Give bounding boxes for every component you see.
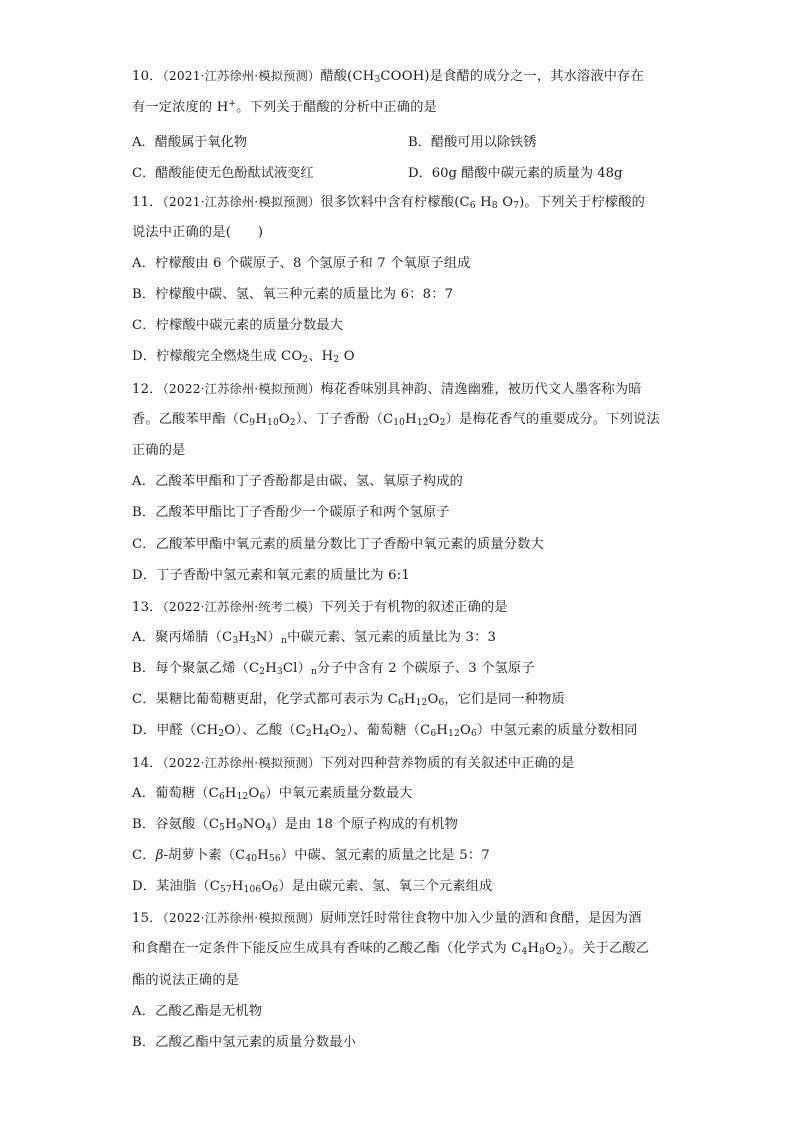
subscript: 10 xyxy=(267,418,279,428)
q14-option-a-text: O xyxy=(248,786,260,801)
superscript: + xyxy=(228,99,237,109)
q13-option-d-text: ）、葡萄糖（C xyxy=(346,723,431,738)
subscript: 12 xyxy=(415,698,428,708)
q10-stem-line-1 xyxy=(132,68,644,85)
subscript: 2 xyxy=(289,418,296,428)
q13-option-a-text: A．聚丙烯腈（C xyxy=(132,630,233,645)
subscript: 2 xyxy=(259,667,266,677)
subscript: 2 xyxy=(340,729,347,739)
q13-option-a-text: N） xyxy=(255,630,282,645)
q14-option-b-text: ）是由 18 个原子构成的有机物 xyxy=(271,817,459,832)
subscript: 8 xyxy=(539,947,546,957)
q14-option-b-text: H xyxy=(225,817,237,832)
q13-option-b-text: H xyxy=(265,661,277,676)
subscript: 8 xyxy=(491,201,498,211)
q11-stem-text: O xyxy=(497,195,514,210)
q12-option-a: A．乙酸苯甲酯和丁子香酚都是由碳、氢、氧原子构成的 xyxy=(132,474,464,489)
q14-stem-text: 下列对四种营养物质的有关叙述中正确的是 xyxy=(320,756,575,771)
subscript: 12 xyxy=(236,792,249,802)
subscript: 12 xyxy=(416,418,429,428)
subscript: 12 xyxy=(448,729,460,739)
q14-option-c-text: C． xyxy=(132,848,156,863)
q14-option-d-text: O xyxy=(261,879,273,894)
subscript: 9 xyxy=(249,418,256,428)
q13-option-d-text: O xyxy=(459,723,471,738)
q11-number: 11． xyxy=(132,195,163,210)
subscript: 40 xyxy=(245,854,258,864)
q13-option-b-text: Cl） xyxy=(282,661,311,676)
q13-option-d-text: O）、乙酸（C xyxy=(224,723,306,738)
q11-option-b: B．柠檬酸中碳、氢、氧三种元素的质量比为 6：8：7 xyxy=(132,287,454,302)
q12-stem-line-2 xyxy=(132,412,660,428)
q11-stem-text: H xyxy=(475,195,492,210)
subscript: 2 xyxy=(439,418,446,428)
q13-option-c xyxy=(132,692,565,708)
q13-option-a xyxy=(132,630,496,646)
q12-stem-line-3: 正确的是 xyxy=(132,443,186,458)
q10-source: （2021·江苏徐州·模拟预测） xyxy=(162,69,321,83)
q12-option-c: C．乙酸苯甲酯中氧元素的质量分数比丁子香酚中氧元素的质量分数大 xyxy=(132,537,544,552)
subscript: 57 xyxy=(220,885,232,895)
q13-option-b xyxy=(132,661,535,677)
q13-option-d xyxy=(132,723,638,739)
q14-option-c-text: ）中碳、氢元素的质量之比是 5：7 xyxy=(280,848,490,863)
q10-stem-text: 醋酸(CH xyxy=(320,69,375,84)
q14-option-d-text: ）是由碳元素、氢、氧三个元素组成 xyxy=(278,879,493,894)
q14-option-d-text: H xyxy=(231,879,244,894)
q10-stem-text: 有一定浓度的 H xyxy=(132,100,229,115)
subscript: 6 xyxy=(218,792,225,802)
q12-number: 12． xyxy=(132,382,163,397)
q10-option-d: D．60g 醋酸中碳元素的质量为 48g xyxy=(408,166,623,181)
q10-option-c: C．醋酸能使无色酚酞试液变红 xyxy=(132,166,314,181)
subscript: 4 xyxy=(521,947,528,957)
q15-option-b: B．乙酸乙酯中氢元素的质量分数最小 xyxy=(132,1035,357,1050)
q11-stem-text: 很多饮料中含有柠檬酸(C xyxy=(320,195,470,210)
q11-stem-line-2: 说法中正确的是( ) xyxy=(132,225,264,240)
q11-stem-line-1 xyxy=(132,194,645,211)
subscript: 3 xyxy=(249,636,256,646)
subscript: n xyxy=(310,667,317,677)
subscript: 10 xyxy=(393,418,406,428)
q11-option-c: C．柠檬酸中碳元素的质量分数最大 xyxy=(132,318,344,333)
subscript: 6 xyxy=(272,885,279,895)
q12-stem-text: ）、丁子香酚（C xyxy=(295,412,394,427)
q14-option-a-text: A．葡萄糖（C xyxy=(132,786,219,801)
beta-symbol: β xyxy=(155,848,164,863)
q12-stem-text: H xyxy=(405,412,417,427)
q14-option-a-text: ）中氧元素质量分数最大 xyxy=(265,786,413,801)
q14-option-b-text: NO xyxy=(242,817,266,832)
subscript: 6 xyxy=(430,729,437,739)
subscript: 6 xyxy=(438,698,445,708)
subscript: 2 xyxy=(305,729,312,739)
q14-option-d xyxy=(132,879,493,895)
q12-stem-text: ）是梅花香气的重要成分。下列说法 xyxy=(445,412,660,427)
q11-stem-text: )。下列关于柠檬酸的 xyxy=(519,195,645,210)
q14-option-b xyxy=(132,817,458,833)
q13-option-b-text: 分子中含有 2 个碳原子、3 个氢原子 xyxy=(316,661,535,676)
subscript: 4 xyxy=(265,823,272,833)
q10-stem-text: COOH)是食醋的成分之一，其水溶液中存在 xyxy=(380,69,644,84)
q13-option-c-text: O xyxy=(427,692,439,707)
q12-option-b: B．乙酸苯甲酯比丁子香酚少一个碳原子和两个氢原子 xyxy=(132,505,450,520)
q15-source: （2022·江苏徐州·模拟预测） xyxy=(162,911,321,925)
q11-option-a: A．柠檬酸由 6 个碳原子、8 个氢原子和 7 个氧原子组成 xyxy=(132,256,471,271)
q12-stem-text: 梅花香味别具神韵、清逸幽雅，被历代文人墨客称为暗 xyxy=(320,382,642,397)
q10-option-b: B．醋酸可用以除铁锈 xyxy=(408,135,537,150)
subscript: 106 xyxy=(243,885,262,895)
q15-option-a: A．乙酸乙酯是无机物 xyxy=(132,1004,263,1019)
q14-option-a-text: H xyxy=(224,786,237,801)
q13-option-b-text: B．每个聚氯乙烯（C xyxy=(132,661,260,676)
q13-option-d-text: H xyxy=(311,723,324,738)
q11-option-d-text: 、H xyxy=(308,349,334,364)
q12-stem-text: 香。乙酸苯甲酯（C xyxy=(132,412,250,427)
subscript: 6 xyxy=(469,201,476,211)
q14-option-c xyxy=(132,848,490,864)
q15-stem-line-2 xyxy=(132,941,649,957)
q14-number: 14． xyxy=(132,756,163,771)
subscript: 9 xyxy=(236,823,243,833)
subscript: 7 xyxy=(513,201,520,211)
q14-option-b-text: B．谷氨酸（C xyxy=(132,817,220,832)
subscript: 6 xyxy=(397,698,404,708)
q14-source: （2022·江苏徐州·模拟预测） xyxy=(162,756,321,770)
q13-option-a-text: 中碳元素、氢元素的质量比为 3：3 xyxy=(287,630,497,645)
q10-stem-text: 。下列关于醋酸的分析中正确的是 xyxy=(236,100,437,115)
q10-number: 10． xyxy=(132,69,163,84)
subscript: 4 xyxy=(323,729,330,739)
q15-stem-text: ）。关于乙酸乙 xyxy=(562,941,650,956)
q11-option-d-text: D．柠檬酸完全燃烧生成 CO xyxy=(132,349,303,364)
q12-source: （2022·江苏徐州·模拟预测） xyxy=(162,382,321,396)
q15-stem-text: O xyxy=(545,941,557,956)
subscript: 6 xyxy=(470,729,477,739)
q15-stem-text: H xyxy=(527,941,540,956)
q13-option-d-text: D．甲醛（CH xyxy=(132,723,219,738)
q11-source: （2021·江苏徐州·模拟预测） xyxy=(162,195,321,209)
q15-number: 15． xyxy=(132,911,163,926)
subscript: 3 xyxy=(276,667,283,677)
q13-stem-text: 下列关于有机物的叙述正确的是 xyxy=(320,600,508,615)
q14-option-c-text: H xyxy=(257,848,269,863)
subscript: 5 xyxy=(219,823,226,833)
q13-source: （2022·江苏徐州·统考二模） xyxy=(162,600,321,614)
q12-stem-text: H xyxy=(255,412,268,427)
q14-option-a xyxy=(132,786,413,802)
q12-stem-line-1 xyxy=(132,381,642,398)
subscript: 2 xyxy=(218,729,225,739)
q13-number: 13． xyxy=(132,600,163,615)
q13-option-d-text: ）中氢元素的质量分数相同 xyxy=(476,723,638,738)
q14-option-d-text: D．某油脂（C xyxy=(132,879,221,894)
subscript: 3 xyxy=(374,75,381,85)
subscript: 6 xyxy=(259,792,266,802)
q12-stem-text: O xyxy=(428,412,440,427)
q14-stem-line-1 xyxy=(132,755,575,772)
q13-option-c-text: H xyxy=(403,692,416,707)
q12-stem-text: O xyxy=(278,412,290,427)
q11-option-d xyxy=(132,349,355,365)
subscript: 56 xyxy=(268,854,281,864)
q10-option-a: A．醋酸属于氧化物 xyxy=(132,135,248,150)
q14-option-c-text: -胡萝卜素（C xyxy=(163,848,246,863)
q13-option-c-text: C．果糖比葡萄糖更甜，化学式都可表示为 C xyxy=(132,692,398,707)
q13-stem-line-1 xyxy=(132,599,508,616)
q11-option-d-text: O xyxy=(339,349,355,364)
subscript: 2 xyxy=(556,947,563,957)
q13-option-d-text: O xyxy=(329,723,341,738)
q15-stem-line-1 xyxy=(132,910,642,927)
q10-stem-line-2 xyxy=(132,100,437,116)
q13-option-d-text: H xyxy=(436,723,449,738)
subscript: 3 xyxy=(232,636,239,646)
q12-option-d: D．丁子香酚中氢元素和氧元素的质量比为 6:1 xyxy=(132,568,410,583)
subscript: 2 xyxy=(333,355,340,365)
subscript: 2 xyxy=(302,355,309,365)
q15-stem-line-3: 酯的说法正确的是 xyxy=(132,973,240,988)
subscript: n xyxy=(281,636,288,646)
q13-option-c-text: ，它们是同一种物质 xyxy=(444,692,565,707)
q13-option-a-text: H xyxy=(238,630,250,645)
q15-stem-text: 厨师烹饪时常往食物中加入少量的酒和食醋，是因为酒 xyxy=(320,911,642,926)
q15-stem-text: 和食醋在一定条件下能反应生成具有香味的乙酸乙酯（化学式为 C xyxy=(132,941,522,956)
